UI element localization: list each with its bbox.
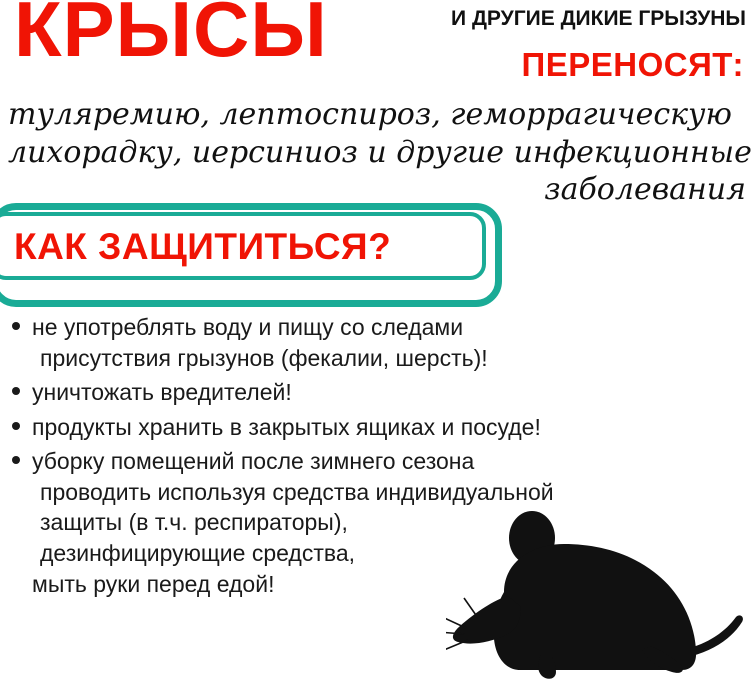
poster-header [0,0,754,100]
list-item-line: присутствия грызунов (фекалии, шерсть)! [40,344,488,371]
list-item-text [32,446,706,599]
bullet-icon [12,456,20,464]
list-item-line: уничтожать вредителей! [32,379,292,406]
list-item [6,312,706,373]
page-title: КРЫСЫ [14,0,328,73]
disease-list-text [0,96,754,209]
bullet-icon [12,322,20,330]
list-item-line: уборку помещений после зимнего сезона [32,448,475,475]
disease-line-2: лихорадку, иерсиниоз и другие инфекционные [8,134,752,170]
bullet-icon [12,422,20,430]
disease-line-1: туляремию, лептоспироз, геморрагическую [8,97,732,132]
list-item-text [32,377,706,408]
protect-heading: КАК ЗАЩИТИТЬСЯ? [14,226,392,267]
list-item [6,377,706,408]
list-item [6,412,706,443]
disease-line-3: заболевания [544,172,746,207]
list-item-text [32,412,706,443]
list-item-line: не употреблять воду и пищу со следами [32,314,464,340]
list-item-line: защиты (в т.ч. респираторы), [40,509,348,536]
page-subtitle: И ДРУГИЕ ДИКИЕ ГРЫЗУНЫ [451,7,746,30]
list-item-line: мыть руки перед едой! [32,570,275,597]
list-item-line: дезинфицирующие средства, [40,540,356,567]
list-item [6,446,706,599]
list-item-text [32,312,706,373]
carry-heading: ПЕРЕНОСЯТ: [521,46,744,83]
list-item-line: проводить используя средства индивидуальной [40,478,554,505]
bullet-icon [12,387,20,395]
advice-list [6,312,706,603]
list-item-line: продукты хранить в закрытых ящиках и посуде! [32,413,541,440]
